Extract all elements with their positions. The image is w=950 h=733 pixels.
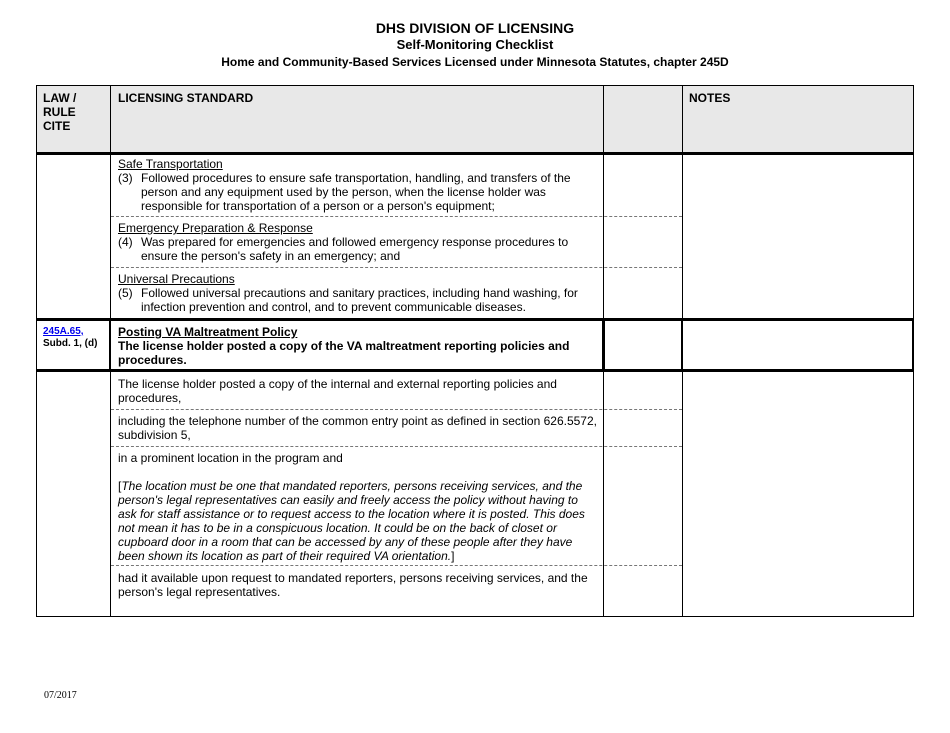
header-bottom-rule [36, 152, 914, 155]
section2-top-rule [36, 318, 914, 321]
list-item [118, 286, 598, 314]
document-subtitle: Self-Monitoring Checklist [396, 37, 554, 52]
row-divider [111, 565, 682, 566]
standard-guidance-note [118, 479, 598, 563]
column-header-law-label: LAW / RULE CITE [43, 91, 77, 133]
standard-row-text: had it available upon request to mandated reporters, persons receiving services, and the person's legal representatives. [118, 571, 588, 599]
standard-heading: Posting VA Maltreatment Policy [118, 325, 298, 339]
list-item [118, 235, 598, 263]
item-number: (5) [118, 286, 133, 300]
document-title: DHS DIVISION OF LICENSING [375, 20, 575, 36]
item-heading-emergency: Emergency Preparation & Response [118, 221, 313, 235]
bracket-close: ] [451, 549, 455, 563]
section2-box-left [109, 318, 111, 372]
item-heading-universal-precautions: Universal Precautions [118, 272, 235, 286]
section2-box-mid [602, 318, 605, 372]
table-border-bottom [36, 616, 914, 617]
item-number: (4) [118, 235, 133, 249]
table-border-left [36, 85, 37, 617]
guidance-italic-text: The location must be one that mandated reporters, persons receiving services, and the person's legal representatives can easily and freely access the policy without having to ask for staff assistance or to request access to the location where it is posted. This does not mean it has to be in a conspicuous location. It could be on the back of closet or cupboard door in a room that can be accessed by any of these people after they have been shown its location as part of their required VA orientation. [118, 479, 585, 563]
section2-box-right [912, 318, 914, 372]
law-cite-link[interactable]: 245A.65, [43, 326, 84, 337]
footer-date: 07/2017 [44, 690, 77, 701]
section2-box-check [681, 318, 683, 372]
item-text: Followed universal precautions and sanitary practices, including hand washing, for infection prevention and control, and to prevent communicable diseases. [141, 286, 578, 314]
item-number: (3) [118, 171, 133, 185]
standard-row-text: in a prominent location in the program and [118, 451, 343, 465]
table-border-top [36, 85, 914, 86]
item-text: Was prepared for emergencies and followed emergency response procedures to ensure the person's safety in an emergency; and [141, 235, 569, 263]
row-divider [111, 267, 682, 268]
row-divider [111, 216, 682, 217]
item-text: Followed procedures to ensure safe transportation, handling, and transfers of the person and any equipment used by the person, when the license holder was responsible for transportation of a person or a person's equipment; [141, 171, 571, 213]
column-header-law [43, 91, 93, 133]
law-cite-subdivision: Subd. 1, (d) [43, 338, 98, 349]
column-header-notes: NOTES [689, 91, 731, 105]
row-divider [111, 409, 682, 410]
standard-summary: The license holder posted a copy of the VA maltreatment reporting policies and procedures. [118, 339, 570, 367]
list-item [118, 171, 598, 213]
column-header-standard: LICENSING STANDARD [118, 91, 254, 105]
bracket-open: [ [118, 479, 122, 493]
law-cite [43, 325, 107, 349]
section2-bottom-rule [36, 369, 914, 372]
item-heading-safe-transportation: Safe Transportation [118, 157, 223, 171]
checklist-table [36, 85, 914, 617]
standard-row-text: The license holder posted a copy of the internal and external reporting policies and procedures, [118, 377, 557, 405]
row-divider [111, 446, 682, 447]
standard-row-text: including the telephone number of the common entry point as defined in section 626.5572, subdivision 5, [118, 414, 597, 442]
document-subheading: Home and Community-Based Services Licensed under Minnesota Statutes, chapter 245D [221, 55, 729, 69]
